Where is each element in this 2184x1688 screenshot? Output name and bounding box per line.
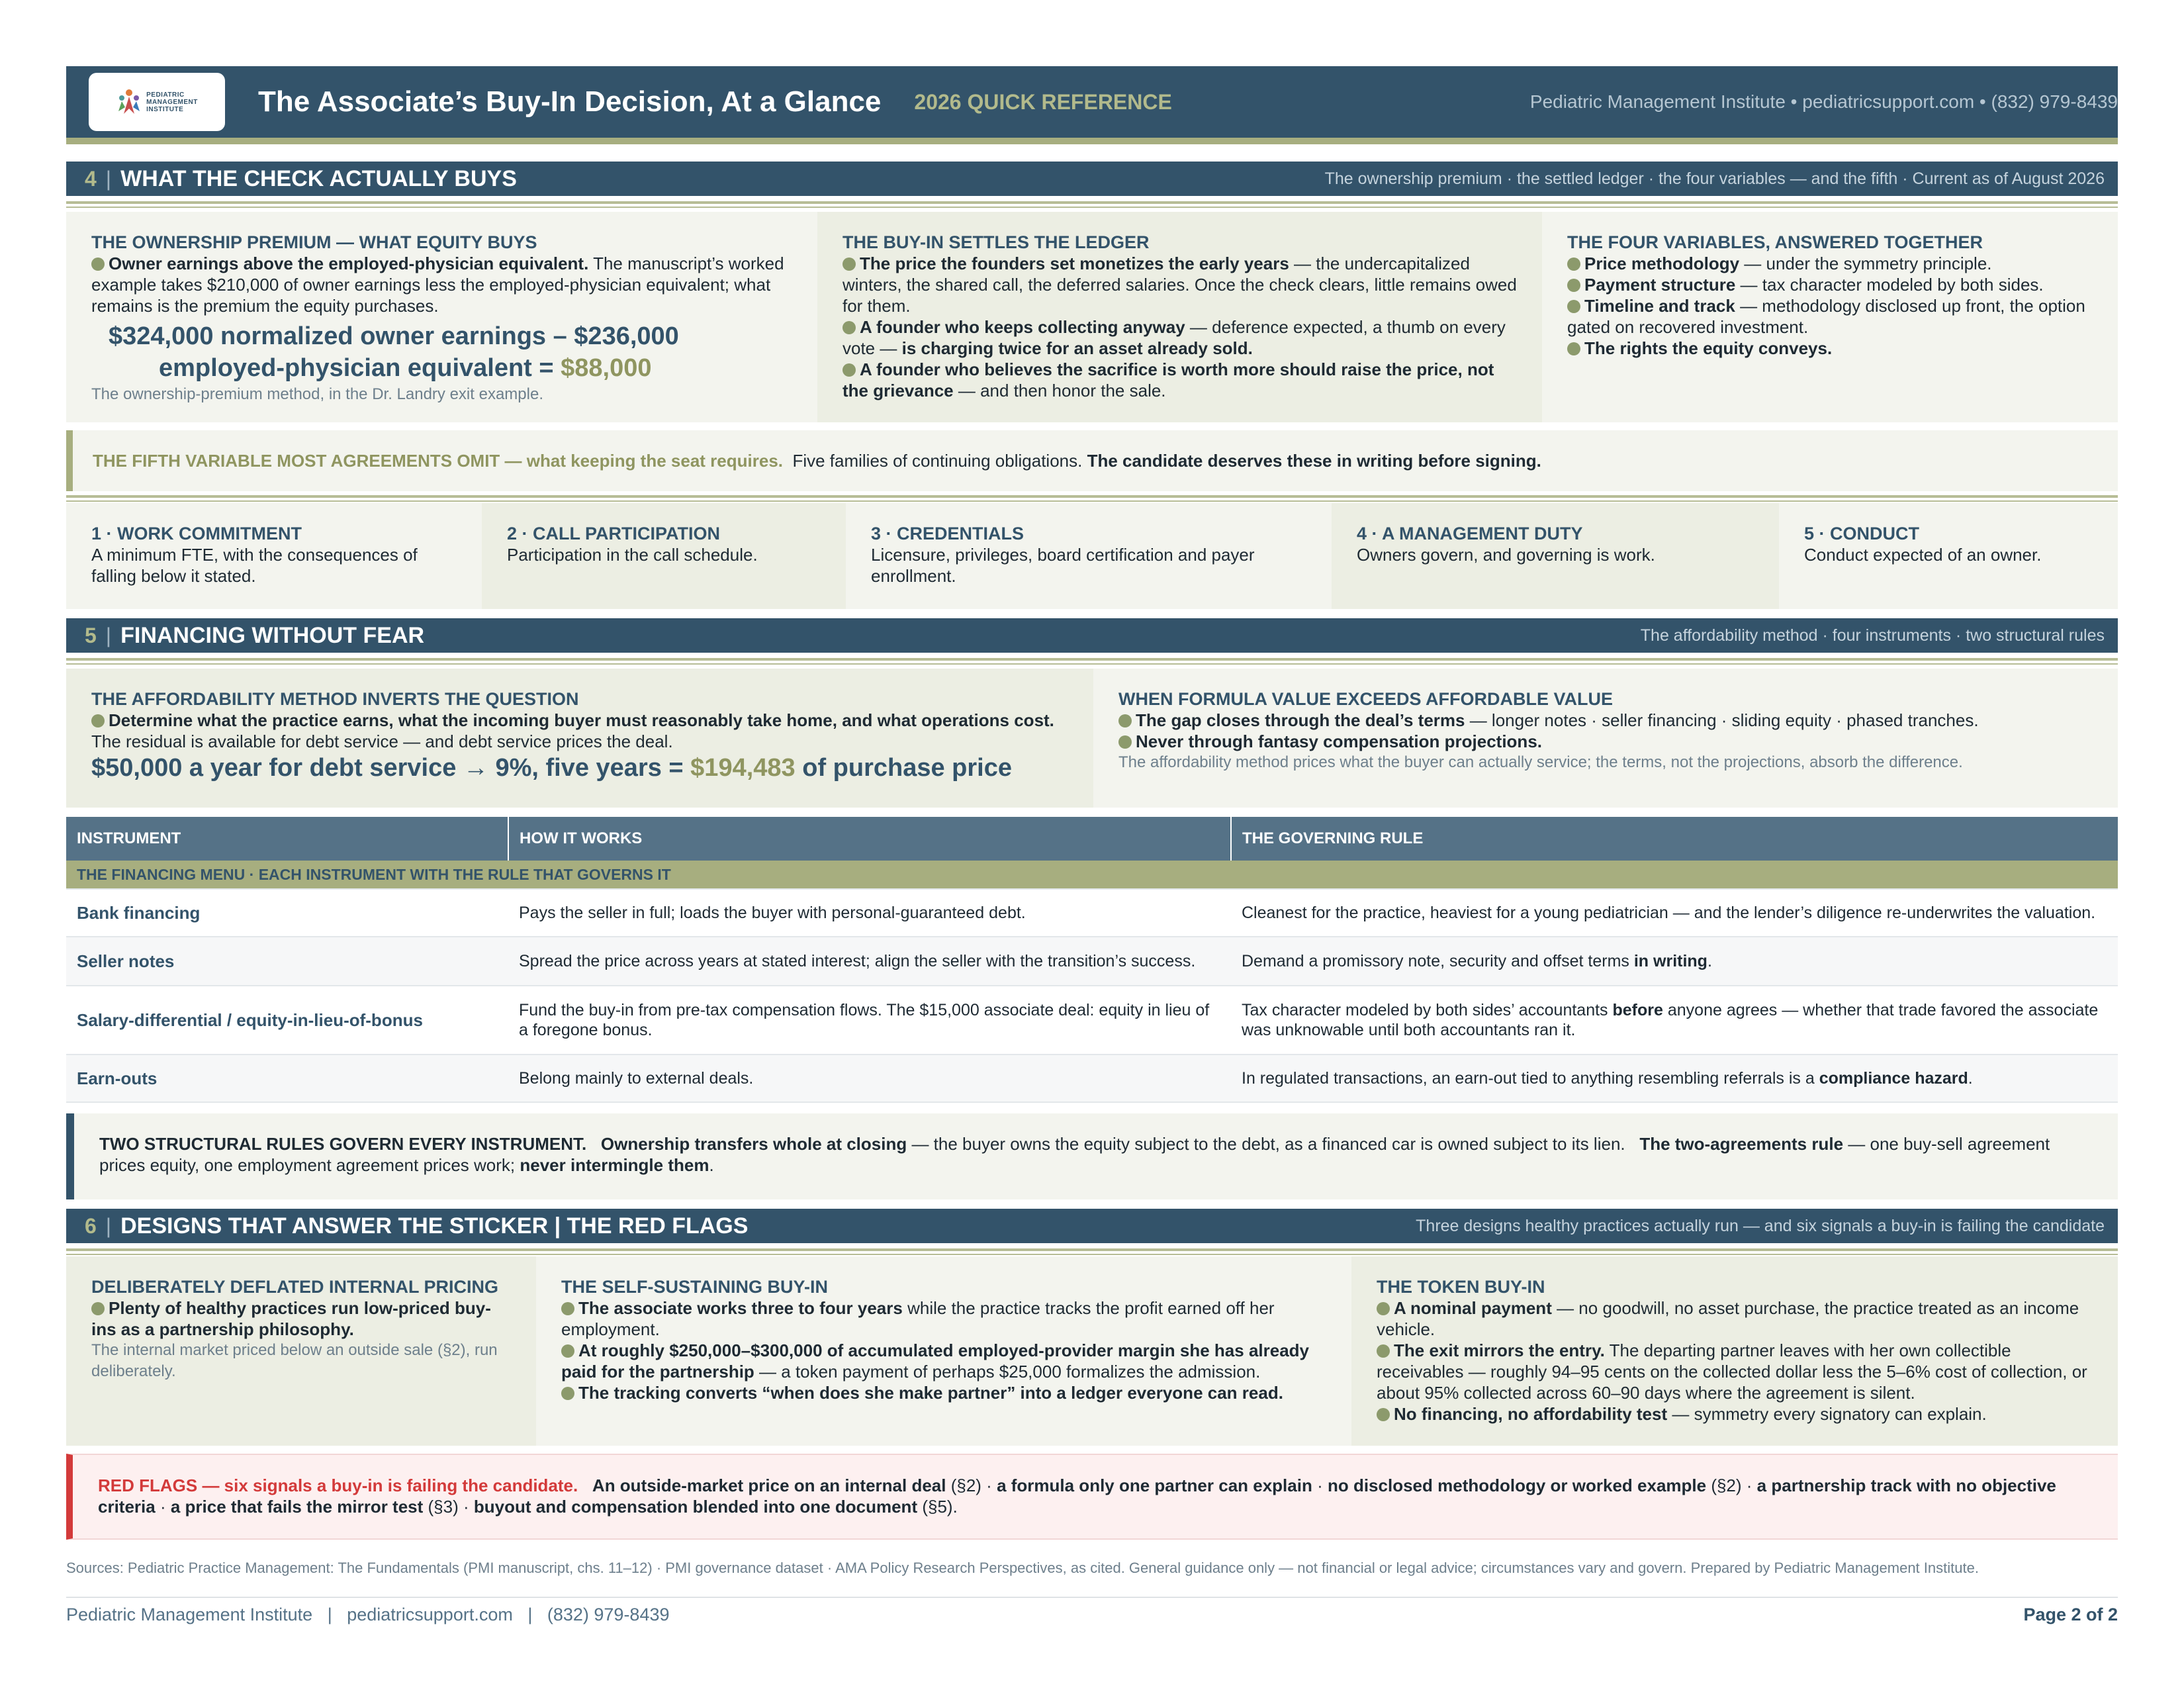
section-tagline: The affordability method · four instruments · two structural rules [1640,626,2105,645]
section-tagline: Three designs healthy practices actually run — and six signals a buy-in is failing the candidate [1416,1216,2105,1235]
panel-title: DELIBERATELY DEFLATED INTERNAL PRICING [91,1277,499,1297]
panel-title: THE TOKEN BUY-IN [1377,1277,1545,1297]
variable-item: Price methodology — under the symmetry principle. [1567,253,2093,274]
bullet-icon [842,258,856,271]
section-4-bar [66,162,2118,196]
bullet-icon [842,363,856,377]
footer-rule [66,1597,2118,1598]
section-number: 6 [85,1213,97,1238]
self-sustaining-panel [536,1256,1351,1446]
section-title: DESIGNS THAT ANSWER THE STICKER | THE RED FLAGS [120,1213,749,1239]
obligation-call: 2 · CALL PARTICIPATION Participation in the call schedule. [482,503,846,609]
column-header: INSTRUMENT [66,817,508,861]
header-contact: Pediatric Management Institute • pediatricsupport.com • (832) 979-8439 [1529,91,2118,112]
bullet-2: A founder who keeps collecting anyway — deference expected, a thumb on every vote — is charging twice for an asset already sold. [842,317,1506,358]
red-flags-callout: RED FLAGS — six signals a buy-in is failing the candidate. An outside-market price on an internal deal (§2) · a formula only one partner can explain · no disclosed methodology or worked example (§2) · a partnership track with no objective criteria · a price that fails the mirror test (§3) · buyout and compensation blended into one document (§5). [66,1454,2118,1540]
divider [66,658,2118,665]
section-separator: | [105,166,112,191]
table-row: Salary-differential / equity-in-lieu-of-bonus Fund the buy-in from pre-tax compensation flows. The $15,000 associate deal: equity in lieu of a foregone bonus. Tax character modeled by both sides’ accountants before anyone agrees — whether that trade favored the associate was unknowable until both accountants ran it. [66,986,2118,1055]
panel-title: THE BUY-IN SETTLES THE LEDGER [842,232,1150,252]
bullet-1: The associate works three to four years while the practice tracks the profit earned off her employment. [561,1298,1275,1339]
panel-title: WHEN FORMULA VALUE EXCEEDS AFFORDABLE VALUE [1118,689,1613,709]
logo-line-2: MANAGEMENT [146,98,198,106]
page-footer [66,1605,2118,1625]
bullet-2: At roughly $250,000–$300,000 of accumulated employed-provider margin she has already paid for the partnership — a token payment of perhaps $25,000 formalizes the admission. [561,1340,1310,1382]
bullet-icon [842,321,856,334]
page-number: Page 2 of 2 [2023,1605,2118,1624]
financing-table [66,817,2118,1103]
bullet-icon [1567,258,1580,271]
section-separator: | [105,1213,112,1238]
obligation-conduct: 5 · CONDUCT Conduct expected of an owner. [1779,503,2118,609]
bullet-icon [1377,1302,1390,1315]
bullet-1: The price the founders set monetizes the early years — the undercapitalized winters, the shared call, the deferred salaries. Once the check clears, little remains owed for them. [842,254,1517,316]
panel-title: THE FOUR VARIABLES, ANSWERED TOGETHER [1567,232,1983,252]
bullet-2: The exit mirrors the entry. The departing partner leaves with her own collectible receivables — roughly 94–95 cents on the collected dollar less the 5–6% cost of collection, or about 95% collected across 60–90 days where the agreement is silent. [1377,1340,2087,1403]
table-row: Earn-outs Belong mainly to external deals. In regulated transactions, an earn-out tied to anything resembling referrals is a compliance hazard. [66,1055,2118,1102]
equation-result: $194,483 [690,754,796,782]
bullet-icon [1567,279,1580,292]
table-subheader-row: THE FINANCING MENU · EACH INSTRUMENT WITH THE RULE THAT GOVERNS IT [66,861,2118,889]
bullet-icon [561,1302,574,1315]
callout-bold: The candidate deserves these in writing before signing. [1087,450,1541,471]
bullet-icon [561,1344,574,1358]
bullet-icon [1118,714,1132,727]
structural-rules-callout: TWO STRUCTURAL RULES GOVERN EVERY INSTRUMENT. Ownership transfers whole at closing — the buyer owns the equity subject to the debt, as a financed car is owned subject to its lien. The two-agreements rule — one buy-sell agreement prices equity, one employment agreement prices work; never intermingle them. [66,1113,2118,1199]
logo-line-1: PEDIATRIC [146,91,185,99]
red-flags-lead: RED FLAGS — six signals a buy-in is failing the candidate. [98,1476,578,1495]
table-row: Seller notes Spread the price across years at stated interest; align the seller with the transition’s success. Demand a promissory note, security and offset terms in writing. [66,937,2118,986]
footer-contact: Pediatric Management Institute | pediatricsupport.com | (832) 979-8439 [66,1605,670,1624]
bullet-icon [91,1302,105,1315]
panel-text: Owner earnings above the employed-physician equivalent. The manuscript’s worked example takes $210,000 of owner earnings less the employed-physician equivalent; what remains is the premium the equity purchases. [91,254,784,316]
affordability-equation: $50,000 a year for debt service → 9%, five years = $194,483 of purchase price [91,754,1012,782]
section-6-bar [66,1209,2118,1243]
divider [66,201,2118,208]
obligations-row [66,503,2118,609]
section-5-panels [66,669,2118,808]
section-tagline: The ownership premium · the settled ledger · the four variables — and the fifth · Current as of August 2026 [1324,169,2105,188]
section-4-panels [66,212,2118,422]
panel-note: The internal market priced below an outside sale (§2), run deliberately. [91,1341,498,1380]
obligation-work: 1 · WORK COMMITMENT A minimum FTE, with the consequences of falling below it stated. [66,503,482,609]
token-buyin-panel [1351,1256,2118,1446]
bullet-icon [561,1387,574,1400]
panel-note: The ownership-premium method, in the Dr. Landry exit example. [91,385,543,403]
section-5-bar [66,618,2118,653]
section-number: 5 [85,623,97,647]
ownership-premium-panel [66,212,817,422]
logo [89,73,225,131]
column-header: HOW IT WORKS [508,817,1231,861]
section-title: FINANCING WITHOUT FEAR [120,622,425,648]
equation-result: $88,000 [561,354,652,382]
panel-text: Determine what the practice earns, what the incoming buyer must reasonably take home, and what operations cost. The residual is available for debt service — and debt service prices the deal. [91,710,1054,751]
fifth-variable-callout [66,430,2118,491]
header-rule [66,138,2118,144]
bullet-1: A nominal payment — no goodwill, no asset purchase, the practice treated as an income vehicle. [1377,1298,2079,1339]
panel-note: The affordability method prices what the buyer can actually service; the terms, not the projections, absorb the difference. [1118,753,1963,771]
divider [66,495,2118,502]
bullet-3: A founder who believes the sacrifice is worth more should raise the price, not the grievance — and then honor the sale. [842,359,1494,400]
bullet-2: Never through fantasy compensation projections. [1118,731,2093,752]
panel-text: Plenty of healthy practices run low-priced buy-ins as a partnership philosophy. [91,1298,491,1339]
page-title: The Associate’s Buy-In Decision, At a Glance [258,85,882,118]
four-variables-panel [1542,212,2118,422]
callout-text: Five families of continuing obligations. [783,450,1087,471]
section-number: 4 [85,166,97,191]
page-header [66,66,2118,138]
page-subtitle: 2026 QUICK REFERENCE [914,89,1172,114]
table-header-row [66,817,2118,861]
table-row: Bank financing Pays the seller in full; loads the buyer with personal-guaranteed debt. Cleanest for the practice, heaviest for a young pediatrician — and the lender’s diligence re-underwrites the valuation. [66,889,2118,937]
section-title: WHAT THE CHECK ACTUALLY BUYS [120,165,517,191]
bullet-3: The tracking converts “when does she make partner” into a ledger everyone can read. [561,1382,1326,1403]
equation-line-2: employed-physician equivalent = $88,000 [159,354,652,382]
equation-line-1: $324,000 normalized owner earnings – $236,000 [109,322,679,350]
bullet-icon [1567,300,1580,313]
settles-ledger-panel [817,212,1542,422]
bullet-icon [1567,342,1580,355]
panel-title: THE SELF-SUSTAINING BUY-IN [561,1277,829,1297]
bullet-icon [91,714,105,727]
callout-lead: THE FIFTH VARIABLE MOST AGREEMENTS OMIT — what keeping the seat requires. [93,450,783,471]
divider [66,1248,2118,1255]
financing-table-wrap [66,817,2118,1103]
variable-item: The rights the equity conveys. [1567,338,2093,359]
variable-item: Payment structure — tax character modeled by both sides. [1567,274,2093,295]
section-6-panels [66,1256,2118,1446]
obligation-credentials: 3 · CREDENTIALS Licensure, privileges, board certification and payer enrollment. [846,503,1332,609]
obligation-management: 4 · A MANAGEMENT DUTY Owners govern, and governing is work. [1332,503,1779,609]
logo-line-3: INSTITUTE [146,105,184,113]
bullet-icon [1377,1408,1390,1421]
panel-title: THE OWNERSHIP PREMIUM — WHAT EQUITY BUYS [91,232,537,252]
variable-item: Timeline and track — methodology disclosed up front, the option gated on recovered investment. [1567,296,2085,337]
formula-exceeds-panel [1093,669,2118,808]
bullet-3: No financing, no affordability test — symmetry every signatory can explain. [1377,1403,2093,1425]
sources-note: Sources: Pediatric Practice Management: The Fundamentals (PMI manuscript, chs. 11–12) · PMI governance dataset · AMA Policy Research Perspectives, as cited. General guidance only — not financial or legal advice; circumstances vary and govern. Prepared by Pediatric Management Institute. [66,1560,1979,1576]
section-separator: | [105,623,112,647]
affordability-panel [66,669,1093,808]
column-header: THE GOVERNING RULE [1231,817,2118,861]
bullet-icon [1377,1344,1390,1358]
deflated-pricing-panel [66,1256,536,1446]
logo-figures-icon [116,87,142,117]
panel-title: THE AFFORDABILITY METHOD INVERTS THE QUESTION [91,689,579,709]
bullet-icon [1118,735,1132,749]
bullet-1: The gap closes through the deal’s terms — longer notes · seller financing · sliding equity · phased tranches. [1118,710,2093,731]
bullet-icon [91,258,105,271]
